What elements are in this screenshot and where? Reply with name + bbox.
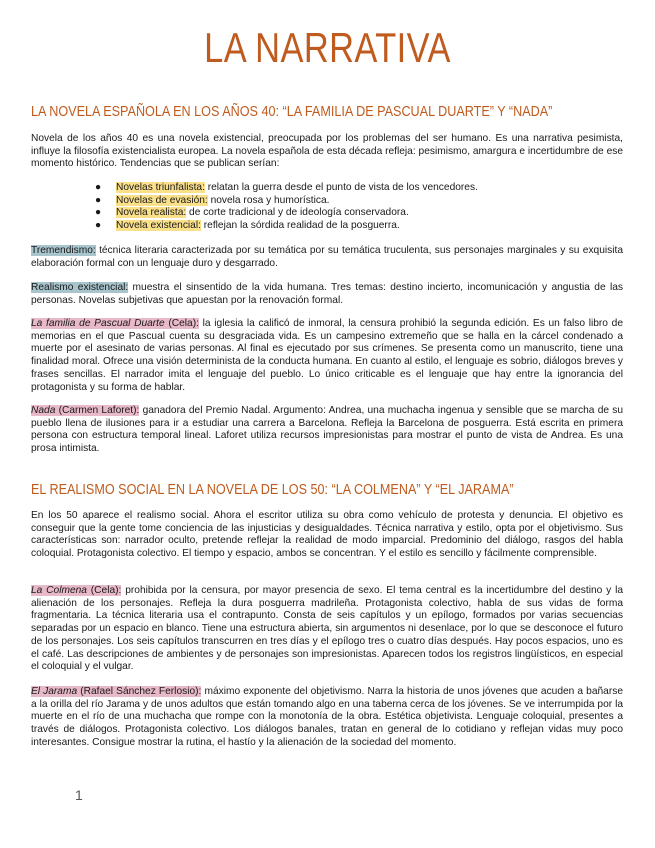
tremendismo-paragraph: [31, 245, 623, 270]
work-author: (Carmen Laforet):: [55, 405, 140, 416]
section-heading-1: LA NOVELA ESPAÑOLA EN LOS AÑOS 40: “LA FAMILIA DE PASCUAL DUARTE” Y “NADA”: [31, 104, 553, 120]
list-item: [95, 207, 615, 220]
section2-intro: En los 50 aparece el realismo social. Ahora el escritor utiliza su obra como vehículo de protesta y denuncia. El objetivo es conseguir que la gente tome conciencia de las injusticias y desigualdades. Técnica narrativa y estilo, opta por el objetivismo. Sus características son: narrador oculto, pretende reflejar la realidad de modo imparcial. Predominio del diálogo, rasgos del habla coloquial. Protagonista colectivo. El tiempo y espacio, ambos se concentran. Y el estilo es sencillo y fácilmente comprensible.: [31, 510, 623, 560]
paragraph-text: máximo exponente del objetivismo. Narra la historia de unos jóvenes que acuden a bañarse a la orilla del río Jarama y de unos adultos que están tomando algo en una taberna cerca de los jóvenes. Se ve interrumpida por la muerte en el río de una muchacha que rompe con la monotonía de la obra. Estética objetivista. Lenguaje coloquial, presentes a través de diálogos. Protagonista colectivo. Los diálogos banales, tratan en general de lo cotidiano y reflejan vidas muy poco interesantes. Consigue mostrar la rutina, el hastío y la alienación de la sociedad del momento.: [31, 686, 624, 748]
nada-paragraph: [31, 405, 623, 456]
term-highlight: Tremendismo:: [31, 245, 96, 256]
list-item-text: reflejan la sórdida realidad de la posguerra.: [200, 220, 400, 232]
section-heading-2: EL REALISMO SOCIAL EN LA NOVELA DE LOS 50: “LA COLMENA” Y “EL JARAMA”: [31, 482, 514, 498]
tendencies-list: [95, 182, 615, 233]
page-title: LA NARRATIVA: [204, 24, 451, 71]
pascual-duarte-paragraph: [31, 318, 623, 394]
work-title: El Jarama: [31, 686, 78, 697]
work-highlight: [31, 585, 121, 596]
term-highlight: Novelas de evasión:: [116, 194, 208, 206]
term-highlight: Realismo existencial:: [31, 282, 129, 293]
work-highlight: [31, 405, 139, 416]
realismo-paragraph: [31, 282, 623, 307]
work-author: (Rafael Sánchez Ferlosio):: [77, 686, 202, 697]
bullet-icon: ●: [95, 207, 102, 219]
paragraph-text: prohibida por la censura, por mayor presencia de sexo. El tema central es la incertidumbre del destino y la alienación de los personajes. Refleja la dura posguerra madrileña. Protagonista colectivo, habla de sus vidas de forma fragmentaria. La técnica literaria usa el contrapunto. Consta de seis capítulos y un epílogo, formados por varias secuencias separadas por un espacio en blanco. Tiene una estructura abierta, sin argumentos ni desenlace, por lo que se desconoce el futuro de los personajes. Los seis capítulos transcurren en tres días y el epílogo tres o cuatro días después. Hay pocos espacios, uno es el café. Las descripciones de ambientes y de personajes son impresionistas. Aparecen todos los registros lingüísticos, en especial el coloquial y el vulgar.: [31, 585, 624, 673]
list-item-text: de corte tradicional y de ideología conservadora.: [186, 207, 409, 219]
page-number: 1: [75, 787, 83, 803]
work-author: (Cela):: [86, 585, 122, 596]
paragraph-text: técnica literaria caracterizada por su temática por su temática truculenta, sus personajes marginales y su exquisita elaboración formal con un lenguaje duro y desgarrado.: [31, 245, 623, 269]
work-author: (Cela):: [164, 318, 199, 329]
jarama-paragraph: [31, 686, 623, 750]
term-highlight: Novela realista:: [116, 207, 187, 219]
list-item: [95, 220, 615, 233]
work-title: La familia de Pascual Duarte: [31, 318, 165, 329]
list-item: [95, 195, 615, 208]
term-highlight: Novelas triunfalista:: [116, 182, 205, 193]
paragraph-text: la iglesia la calificó de inmoral, la censura prohibió la segunda edición. Es un falso libro de memorias en el que Pascual cuenta su desgraciada vida. Es un campesino extremeño que se halla en la cárcel condenado a muerte por el asesinato de varias personas. Al final es ejecutado por sus crímenes. Se presenta como un manuscrito, tiene una finalidad moral. Ofrece una visión determinista de la conducta humana. En cuanto al estilo, el lenguaje es sobrio, diálogos breves y frases sencillas. El narrador imita el lenguaje del pueblo. Lo único criticable es el lenguaje que hay entre la ignorancia del protagonista y su forma de hablar.: [31, 318, 623, 393]
term-highlight: Novela existencial:: [116, 220, 201, 232]
list-item-text: novela rosa y humorística.: [207, 194, 330, 206]
work-highlight: [31, 686, 201, 697]
list-item: [95, 182, 615, 195]
work-title: La Colmena: [31, 585, 87, 596]
paragraph-text: ganadora del Premio Nadal. Argumento: Andrea, una muchacha ingenua y sensible que se marcha de su pueblo llena de ilusiones para ir a estudiar una carrera a Barcelona. Refleja la Barcelona de posguerra. Está escrita en primera persona con estructura temporal lineal. Laforet utiliza recursos impresionistas para mostrar el punto de vista de Andrea. Es una prosa intimista.: [31, 405, 624, 455]
bullet-icon: ●: [95, 220, 102, 232]
colmena-paragraph: [31, 585, 623, 674]
work-title: Nada: [31, 405, 56, 416]
paragraph-text: muestra el sinsentido de la vida humana. Tres temas: destino incierto, incomunicación y angustia de las personas. Novelas subjetivas que apuestan por la renovación formal.: [31, 282, 623, 306]
work-highlight: [31, 318, 199, 329]
bullet-icon: ●: [95, 182, 102, 193]
bullet-icon: ●: [95, 194, 102, 206]
section1-intro: Novela de los años 40 es una novela existencial, preocupada por los problemas del ser humano. Es una narrativa pesimista, influye la filosofía existencialista europea. La novela española de esta década refleja: pesimismo, amargura e incertidumbre de ese momento histórico. Tendencias que se publican serían:: [31, 133, 623, 170]
list-item-text: relatan la guerra desde el punto de vista de los vencedores.: [204, 182, 478, 193]
